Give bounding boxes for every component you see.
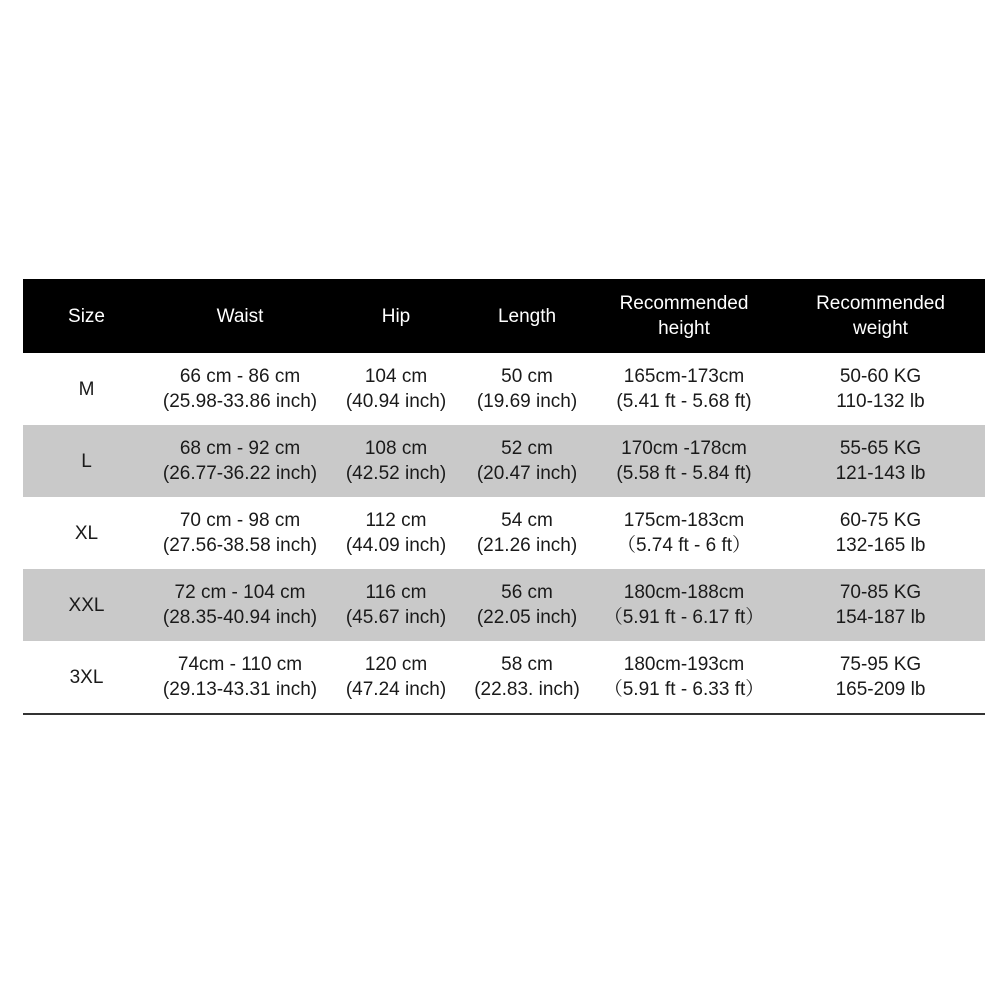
cell-size: XL bbox=[74, 522, 99, 544]
header-recommended-height: Recommended height bbox=[592, 279, 776, 353]
cell-height: 180cm-193cm （5.91 ft - 6.33 ft） bbox=[592, 641, 776, 714]
cell-waist: 68 cm - 92 cm (26.77-36.22 inch) bbox=[150, 425, 330, 497]
table-row bbox=[23, 353, 985, 425]
cell-waist: 70 cm - 98 cm (27.56-38.58 inch) bbox=[162, 510, 318, 556]
cell-hip: 120 cm (47.24 inch) bbox=[330, 641, 462, 714]
cell-weight: 50-60 KG 110-132 lb bbox=[836, 366, 925, 412]
cell-weight: 60-75 KG 132-165 lb bbox=[835, 510, 926, 556]
cell-size: XXL bbox=[23, 569, 150, 641]
header-row bbox=[23, 279, 985, 353]
cell-length: 52 cm (20.47 inch) bbox=[462, 425, 592, 497]
size-chart-table bbox=[23, 279, 985, 715]
cell-hip: 108 cm (42.52 inch) bbox=[330, 425, 462, 497]
cell-hip: 104 cm (40.94 inch) bbox=[345, 366, 447, 412]
cell-weight: 75-95 KG 165-209 lb bbox=[776, 641, 985, 714]
cell-length: 58 cm (22.83. inch) bbox=[462, 641, 592, 714]
cell-weight: 55-65 KG 121-143 lb bbox=[776, 425, 985, 497]
cell-hip: 116 cm (45.67 inch) bbox=[330, 569, 462, 641]
table-row bbox=[23, 569, 985, 641]
table-row bbox=[23, 641, 985, 714]
cell-height: 170cm -178cm (5.58 ft - 5.84 ft) bbox=[592, 425, 776, 497]
cell-height: 175cm-183cm （5.74 ft - 6 ft） bbox=[616, 510, 752, 556]
cell-weight: 70-85 KG 154-187 lb bbox=[776, 569, 985, 641]
header-waist: Waist bbox=[150, 279, 330, 353]
cell-waist: 72 cm - 104 cm (28.35-40.94 inch) bbox=[150, 569, 330, 641]
header-recommended-weight: Recommended weight bbox=[776, 279, 985, 353]
cell-length: 50 cm (19.69 inch) bbox=[476, 366, 578, 412]
header-size: Size bbox=[23, 279, 150, 353]
cell-height: 165cm-173cm (5.41 ft - 5.68 ft) bbox=[616, 366, 752, 412]
table-row bbox=[23, 425, 985, 497]
cell-size: M bbox=[78, 378, 95, 400]
header-hip: Hip bbox=[330, 279, 462, 353]
cell-size: L bbox=[23, 425, 150, 497]
cell-size: 3XL bbox=[23, 641, 150, 714]
cell-waist: 66 cm - 86 cm (25.98-33.86 inch) bbox=[162, 366, 318, 412]
cell-waist: 74cm - 110 cm (29.13-43.31 inch) bbox=[150, 641, 330, 714]
cell-height: 180cm-188cm （5.91 ft - 6.17 ft） bbox=[592, 569, 776, 641]
cell-length: 54 cm (21.26 inch) bbox=[476, 510, 578, 556]
cell-length: 56 cm (22.05 inch) bbox=[462, 569, 592, 641]
cell-hip: 112 cm (44.09 inch) bbox=[345, 510, 447, 556]
header-length: Length bbox=[462, 279, 592, 353]
table-row bbox=[23, 497, 985, 569]
